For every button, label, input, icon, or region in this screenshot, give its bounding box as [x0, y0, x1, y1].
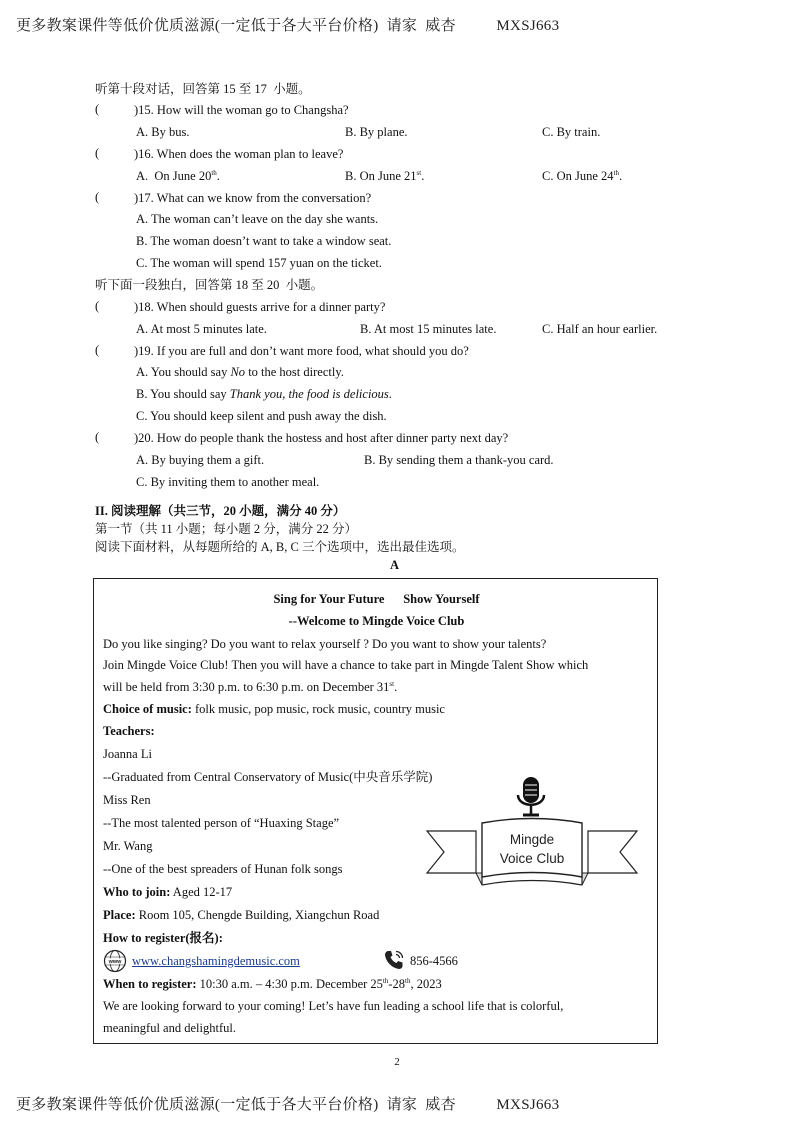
q16-option-b: B. On June 21st. [345, 168, 425, 183]
answer-paren-19: ( [95, 343, 100, 357]
ad-intro-1: Do you like singing? Do you want to relax yourself ? Do you want to show your talents? [103, 637, 547, 651]
q18-option-c: C. Half an hour earlier. [542, 322, 658, 336]
answer-paren-15: ( [95, 102, 100, 116]
page-number: 2 [394, 1056, 400, 1068]
ad-headline: Sing for Your Future Show Yourself [273, 592, 480, 606]
teacher-3-name: Mr. Wang [103, 839, 153, 853]
teacher-1-desc: --Graduated from Central Conservatory of Music(中央音乐学院) [103, 770, 433, 784]
phone-icon [382, 948, 406, 972]
q19-stem: )19. If you are full and don’t want more food, what should you do? [134, 344, 469, 358]
answer-paren-17: ( [95, 190, 100, 204]
q19-option-b: B. You should say Thank you, the food is delicious. [136, 387, 392, 401]
q16-option-a: A. On June 20th. [136, 168, 220, 183]
q15-option-c: C. By train. [542, 125, 601, 139]
ad-how-label: How to register(报名): [103, 931, 223, 945]
footer-banner-code: MXSJ663 [496, 1097, 560, 1113]
reading-section1: 第一节（共 11 小题；每小题 2 分，满分 22 分） [95, 522, 358, 536]
q20-option-c: C. By inviting them to another meal. [136, 475, 320, 489]
phone-number: 856-4566 [410, 954, 458, 968]
banner-code: MXSJ663 [496, 18, 560, 34]
logo-line-2: Voice Club [499, 851, 565, 866]
answer-paren-18: ( [95, 299, 100, 313]
banner-text: 更多教案课件等低价优质滋源(一定低于各大平台价格) [16, 18, 379, 34]
q16-stem: )16. When does the woman plan to leave? [134, 147, 344, 161]
q20-option-a: A. By buying them a gift. [136, 453, 265, 467]
q15-option-a: A. By bus. [136, 125, 190, 139]
logo-line-1: Mingde [509, 832, 555, 847]
monologue-intro: 听下面一段独白，回答第 18 至 20 小题。 [95, 278, 324, 292]
teacher-1-name: Joanna Li [103, 747, 152, 761]
passage-label: A [390, 558, 400, 572]
ad-place: Place: Room 105, Chengde Building, Xiangchun Road [103, 908, 380, 922]
q20-option-b: B. By sending them a thank-you card. [364, 453, 554, 467]
answer-paren-16: ( [95, 146, 100, 160]
ad-subhead: --Welcome to Mingde Voice Club [288, 614, 465, 628]
footer-banner-contact: 请家 威杏 [386, 1097, 456, 1113]
q15-stem: )15. How will the woman go to Changsha? [134, 103, 349, 117]
ad-music: Choice of music: folk music, pop music, rock music, country music [103, 702, 445, 716]
teacher-2-name: Miss Ren [103, 793, 151, 807]
q19-option-a: A. You should say No to the host directly. [136, 365, 344, 379]
q16-option-c: C. On June 24th. [542, 168, 623, 183]
reading-instruction: 阅读下面材料，从每题所给的 A, B, C 三个选项中，选出最佳选项。 [95, 540, 465, 554]
ad-closing-1: We are looking forward to your coming! Let’s have fun leading a school life that is colorful, [103, 999, 564, 1013]
banner-contact: 请家 威杏 [386, 18, 456, 34]
website-link[interactable]: www.changshamingdemusic.com [132, 954, 300, 968]
ad-intro-2: Join Mingde Voice Club! Then you will have a chance to take part in Mingde Talent Show which [103, 658, 589, 672]
microphone-icon [518, 777, 544, 815]
q17-option-b: B. The woman doesn’t want to take a window seat. [136, 234, 392, 248]
q15-option-b: B. By plane. [345, 125, 408, 139]
teacher-3-desc: --One of the best spreaders of Hunan folk songs [103, 862, 343, 876]
q17-option-a: A. The woman can’t leave on the day she wants. [136, 212, 379, 226]
ad-closing-2: meaningful and delightful. [103, 1021, 236, 1035]
ad-who: Who to join: Aged 12-17 [103, 885, 233, 899]
footer-banner [16, 1093, 559, 1114]
q20-stem: )20. How do people thank the hostess and host after dinner party next day? [134, 431, 509, 445]
globe-icon [103, 949, 127, 973]
reading-title: II. 阅读理解（共三节，20 小题，满分 40 分） [95, 504, 346, 518]
q17-stem: )17. What can we know from the conversation? [134, 191, 372, 205]
q18-stem: )18. When should guests arrive for a dinner party? [134, 300, 386, 314]
ad-intro-3: will be held from 3:30 p.m. to 6:30 p.m. on December 31st. [103, 679, 398, 694]
q18-option-a: A. At most 5 minutes late. [136, 322, 267, 336]
header-banner [16, 14, 559, 35]
globe-icon-label: www [108, 958, 122, 965]
ad-teachers-label: Teachers: [103, 724, 155, 738]
part10-intro: 听第十段对话，回答第 15 至 17 小题。 [95, 82, 311, 96]
ad-box [93, 578, 658, 1044]
voice-club-logo [424, 773, 640, 891]
ad-when: When to register: 10:30 a.m. – 4:30 p.m. December 25th-28th, 2023 [103, 976, 442, 991]
q19-option-c: C. You should keep silent and push away the dish. [136, 409, 387, 423]
q17-option-c: C. The woman will spend 157 yuan on the ticket. [136, 256, 382, 270]
teacher-2-desc: --The most talented person of “Huaxing Stage” [103, 816, 340, 830]
footer-banner-text: 更多教案课件等低价优质滋源(一定低于各大平台价格) [16, 1097, 379, 1113]
q18-option-b: B. At most 15 minutes late. [360, 322, 497, 336]
answer-paren-20: ( [95, 430, 100, 444]
